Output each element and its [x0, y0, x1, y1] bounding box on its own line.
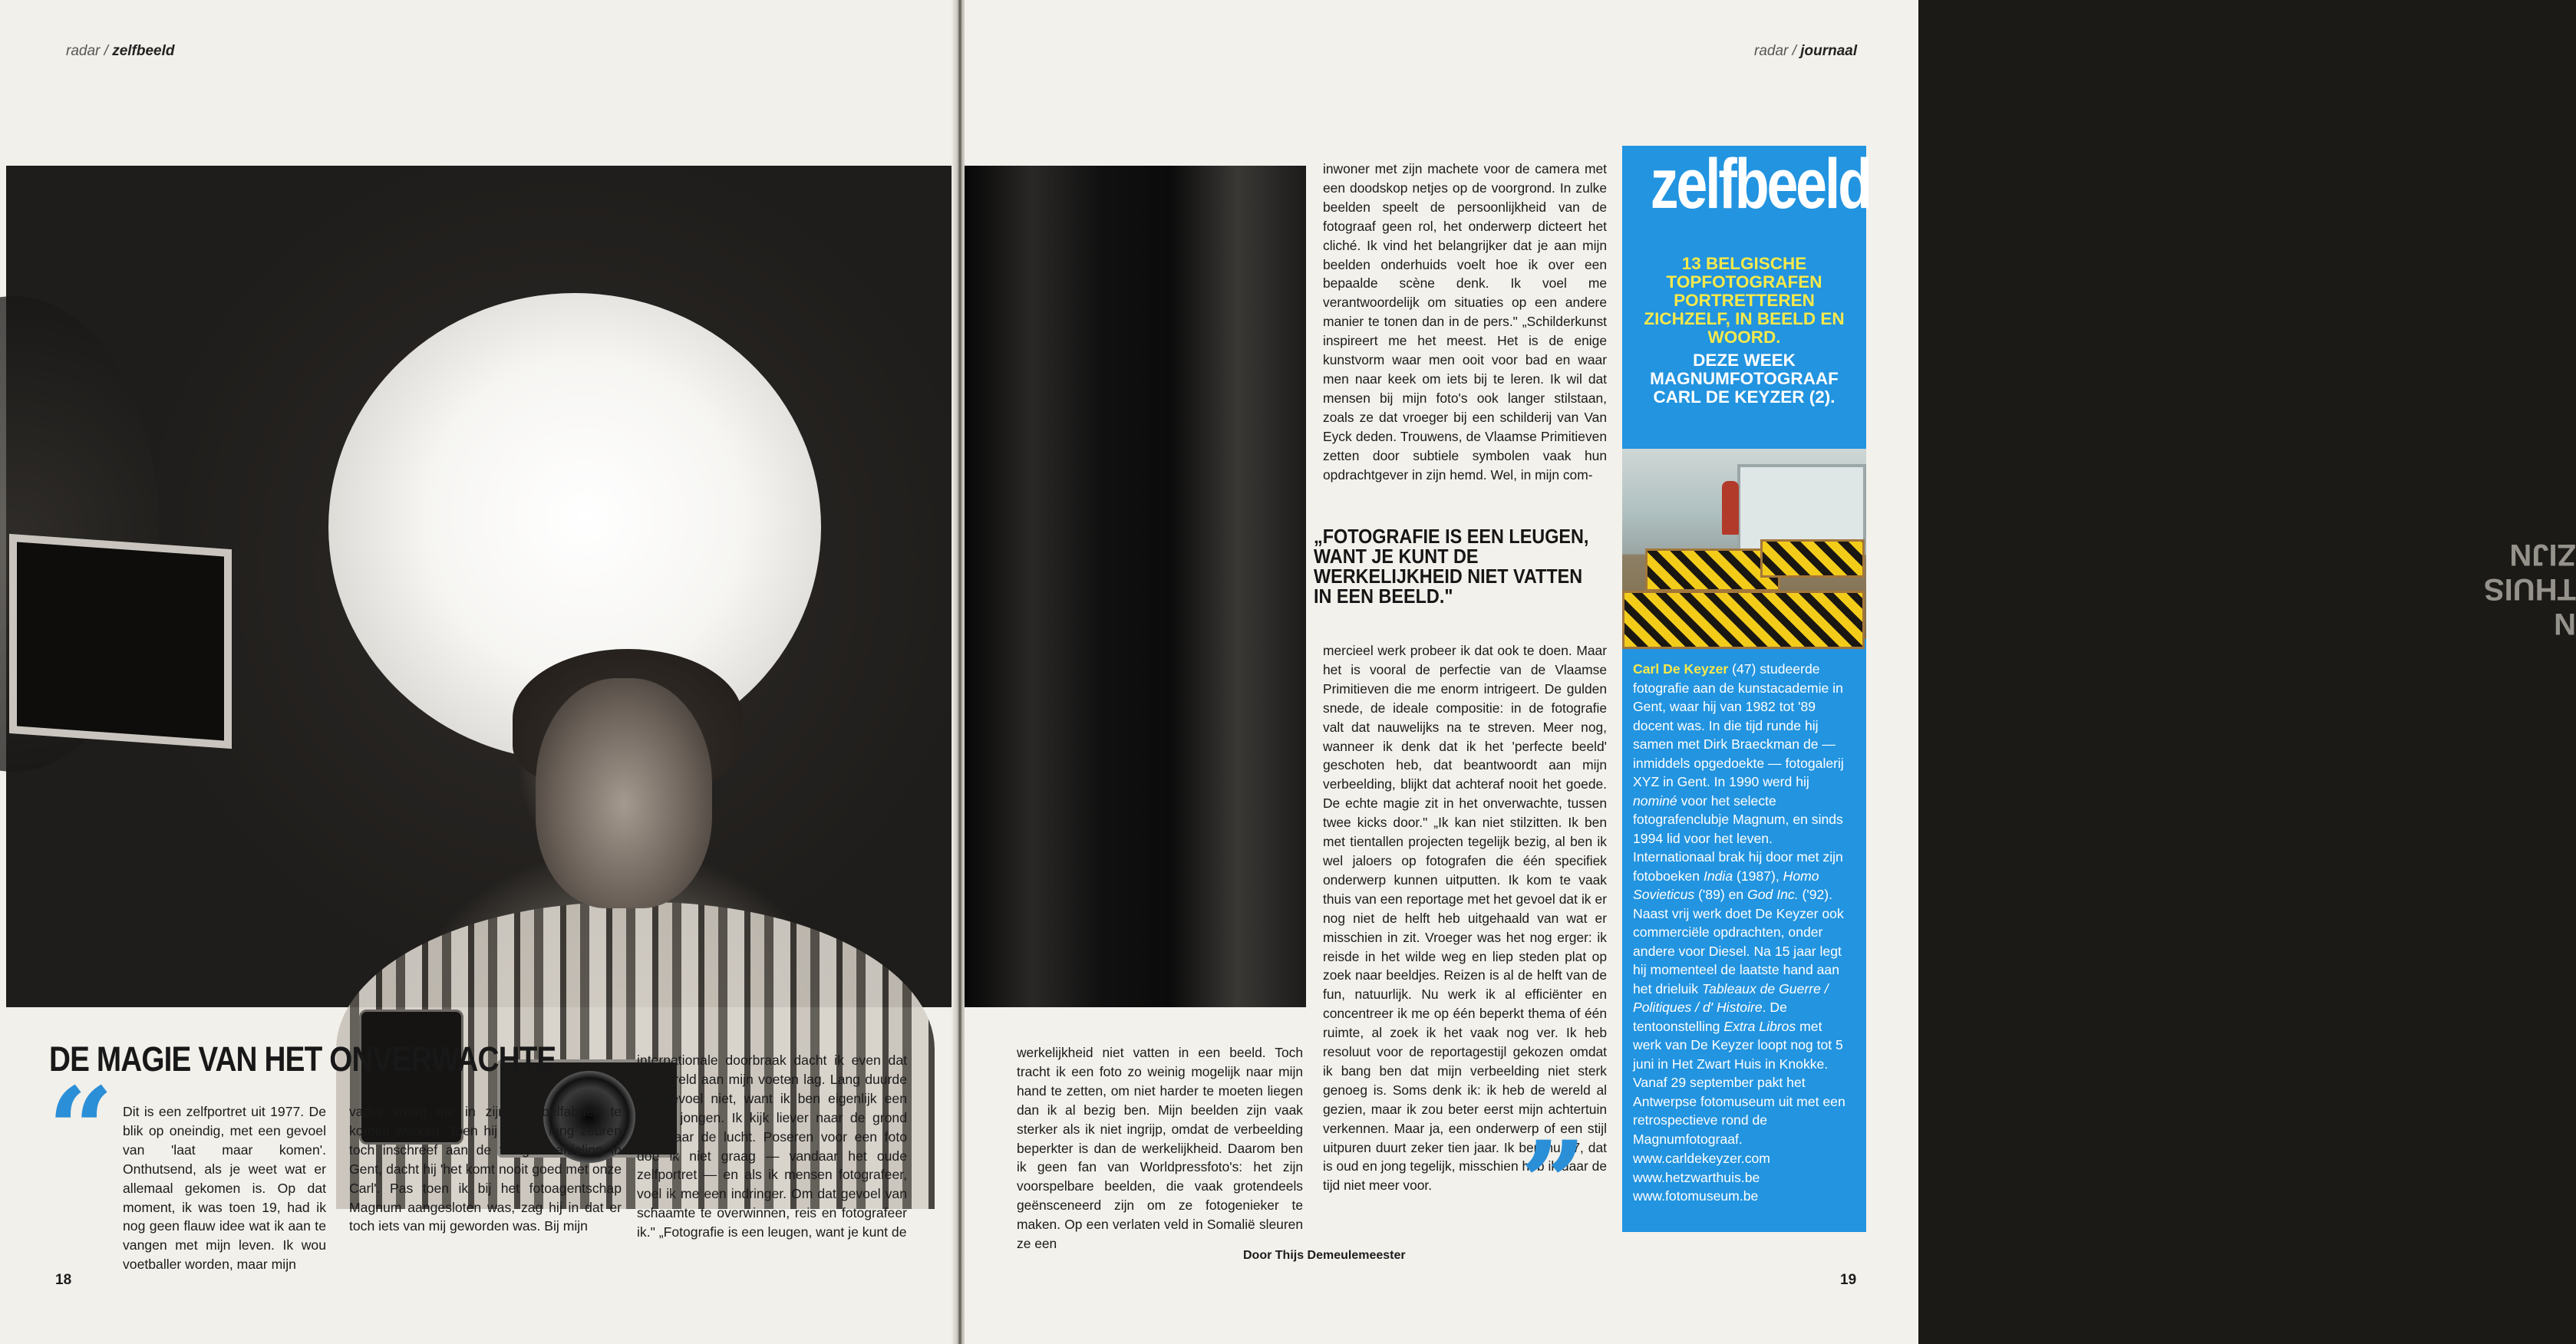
body-column-3-text: internationale doorbraak dacht ik even dat de wereld aan mijn voeten lag. Lang duurde dat gevoel niet, want ik ben eigenlijk een timide jongen. Ik kijk liever naar de grond dan naar de lucht. Poseren voor een foto doe ik niet graag — vandaar het oude zelfportret — en als ik mensen fotografeer, voel ik me een indringer. Om dat gevoel van schaamte te overwinnen, reis en fotografeer ik." „Fotografie is een leugen, want je kunt de: [637, 1052, 907, 1240]
sidebar-links: [1633, 1149, 1852, 1206]
self-portrait-photo: [6, 166, 955, 1007]
close-quote-mark: ”: [1520, 1116, 1587, 1251]
sidebar-photo-bed-front: [1622, 591, 1865, 649]
sidebar-photo-person: [1722, 481, 1739, 535]
sidebar-bio-name: Carl De Keyzer: [1633, 661, 1729, 677]
body-column-2: [349, 1102, 622, 1236]
sidebar-bio-text-3: . De tentoonstelling: [1633, 1000, 1787, 1034]
pull-quote: „FOTOGRAFIE IS EEN LEUGEN, WANT JE KUNT DE WERKELIJKHEID NIET VATTEN IN EEN BEELD.": [1314, 525, 1589, 608]
running-head-topic: zelfbeeld: [112, 43, 175, 59]
sidebar-title: zelfbeeld: [1650, 145, 1870, 223]
running-head-section: radar /: [66, 43, 108, 59]
sidebar-triptych: Tableaux de Guerre / Politiques / d' Histoire: [1633, 980, 1829, 1015]
sidebar-bio-nomine: nominé: [1633, 792, 1677, 809]
link-hetzwarthuis[interactable]: www.hetzwarthuis.be: [1633, 1169, 1760, 1185]
body-column-mid: [1323, 641, 1607, 1195]
page-number-left: 18: [55, 1272, 72, 1288]
page-number-right: 19: [1840, 1272, 1857, 1288]
sidebar-photo-bed-right: [1760, 539, 1865, 578]
body-column-top-text: inwoner met zijn machete voor de camera met een doodskop netjes op de voorgrond. In zulke beelden speelt de persoonlijkheid van de fotograaf geen rol, het onderwerp dicteert het cliché. Ik vind het belangrijker dat je aan mijn beelden onderhuids voelt hoe ik over een bepaalde scène denk. Ik voel me verantwoordelijk om situaties op een andere manier te tonen dan in de pers." „Schilderkunst inspireert me het meest. Het is de enige kunstvorm waar men ooit voor bad en waar men naar keek om iets bij te leren. Ik wil dat mensen bij mijn foto's ook langer stilstaan, zoals ze dat vroeger bij een schilderij van Van Eyck deden. Trouwens, de Vlaamse Primitieven zetten door subtiele symbolen vaak hun opdrachtgever in zijn hemd. Wel, in mijn com-: [1323, 161, 1607, 483]
photo-face: [536, 678, 712, 908]
link-fotomuseum[interactable]: www.fotomuseum.be: [1633, 1188, 1759, 1204]
sidebar-expo: Extra Libros: [1723, 1018, 1796, 1034]
sidebar-book-homo-sovieticus: Homo Sovieticus: [1633, 868, 1819, 902]
sidebar-bio-text-4: met werk van De Keyzer loopt nog tot 5 juni in Het Zwart Huis in Knokke. Vanaf 29 september pakt het Antwerpse fotomuseum uit met een retrospectieve rond de Magnumfotograaf.: [1633, 1018, 1845, 1147]
left-page: [0, 0, 955, 1344]
sidebar-book-god-inc: God Inc.: [1747, 887, 1799, 902]
zelfbeeld-sidebar: [1622, 145, 1870, 1232]
body-column-2-text: vader vroeg me in zijn meubelfabriek te komen werken. Toen hij me na lang zeuren toch inschreef aan de fotografieafdeling in Gent, dacht hij 'het komt nooit goed met onze Carl'. Pas toen ik bij het fotoagentschap Magnum aangesloten was, zag hij in dat er toch iets van mij geworden was. Bij mijn: [349, 1104, 622, 1234]
show-through-text: N THUIS ZIJN: [2484, 538, 2576, 641]
portrait-photo-continuation: [965, 166, 1306, 1007]
sidebar-bio: [1633, 660, 1852, 1148]
sidebar-book-god-inc-year: ('92). Naast vrij werk doet De Keyzer ook commerciële opdrachten, onder andere voor Diesel. Na 15 jaar legt hij momenteel de laatste hand aan het drieluik: [1633, 887, 1844, 996]
link-carldekeyzer[interactable]: www.carldekeyzer.com: [1633, 1151, 1770, 1166]
sidebar-photo-dormitory: [1622, 449, 1866, 639]
body-column-3: [637, 1051, 907, 1242]
running-head-section-right: radar /: [1754, 43, 1796, 59]
article-headline: DE MAGIE VAN HET ONVERWACHTE: [49, 1039, 556, 1079]
photo-wall-frame: [9, 534, 232, 749]
body-column-mid-text: mercieel werk probeer ik dat ook te doen. Maar het is vooral de perfectie van de Vlaamse Primitieven die me enorm intrigeert. De gulden snede, de ideale compositie: in de fotografie valt dat nauwelijks na te streven. Meer nog, wanneer ik denk dat ik het 'perfecte beeld' geschoten heb, dat beantwoordt aan mijn verbeelding, blijkt dat achteraf nooit het goede. De echte magie zit in het onverwachte, tussen twee kicks door." „Ik kan niet stilzitten. Ik ben met tientallen projecten tegelijk bezig, al ben ik wel jaloers op fotografen die één specifiek onderwerp kunnen uitputten. Ik kom te vaak thuis van een reportage met het gevoel dat ik er nog niet de helft heb uitgehaald van wat er misschien in zit. Vroeger was het nog erger: ik reisde in het wilde weg en liep steden plat op zoek naar beeldjes. Reizen is al de helft van de fun, natuurlijk. Nu werk ik al efficiënter en concentreer ik me op één beperkt thema of één ruimte, al zoek ik het vaak nog ver. Ik heb resoluut voor de reportagestijl gekozen omdat ik bang ben dat mijn verbeelding niet sterk genoeg is. Soms denk ik: ik heb de wereld al gezien, maar ik zou beter eerst mijn achtertuin verkennen. Maar ja, een onderwerp of een stijl uitpuren duurt zeker tien jaar. Ik ben nu 47, dat is oud en jong tegelijk, misschien heb ik daar de tijd niet meer voor.: [1323, 643, 1607, 1194]
body-column-1: [123, 1102, 326, 1274]
body-column-top: [1323, 160, 1607, 484]
byline: Door Thijs Demeulemeester: [1243, 1249, 1406, 1262]
open-quote-mark: “: [48, 1062, 114, 1197]
sidebar-book-homo-sovieticus-year: ('89) en: [1694, 887, 1748, 902]
running-head-right: [1754, 43, 1857, 60]
sidebar-book-india-year: (1987),: [1733, 868, 1783, 884]
body-column-bottom-text: werkelijkheid niet vatten in een beeld. Toch tracht ik een foto zo weinig mogelijk naar mijn hand te zetten, om niet harder te moeten liegen dan ik al bezig ben. Mijn beelden zijn vaak sterker als ik niet ingrijp, omdat de verbeelding beperkter is dan de werkelijkheid. Daarom ben ik geen fan van Worldpressfoto's: het zijn voorspelbare beelden, die vaak grotendeels geënsceneerd zijn om ze fotogenieker te maken. Op een verlaten veld in Somalië sleuren ze een: [1017, 1045, 1303, 1252]
running-head-left: [66, 43, 175, 60]
running-head-topic-right: journaal: [1800, 43, 1858, 59]
sidebar-intro: 13 BELGISCHE TOPFOTOGRAFEN PORTRETTEREN ZICHZELF, IN BEELD EN WOORD.: [1644, 254, 1845, 347]
body-column-1-text: Dit is een zelfportret uit 1977. De blik op oneindig, met een gevoel van 'laat maar komen'. Onthutsend, als je weet wat er allemaal gekomen is. Op dat moment, ik was toen 19, had ik nog geen flauw idee wat ik aan te vangen met mijn leven. Ik wou voetballer worden, maar mijn: [123, 1104, 326, 1273]
sidebar-bio-text-2: voor het selecte fotografenclubje Magnum, en sinds 1994 lid voor het leven. Internationaal brak hij door met zijn fotoboeken: [1633, 792, 1843, 884]
sidebar-book-india: India: [1703, 868, 1733, 884]
body-column-bottom: [1017, 1043, 1303, 1253]
sidebar-this-week: DEZE WEEK MAGNUMFOTOGRAAF CARL DE KEYZER (2).: [1650, 351, 1839, 407]
sidebar-bio-text: (47) studeerde fotografie aan de kunstacademie in Gent, waar hij van 1982 tot '89 docent was. In die tijd runde hij samen met Dirk Braeckman de — inmiddels opgedoekte — fotogalerij XYZ in Gent. In 1990 werd hij: [1633, 661, 1844, 789]
